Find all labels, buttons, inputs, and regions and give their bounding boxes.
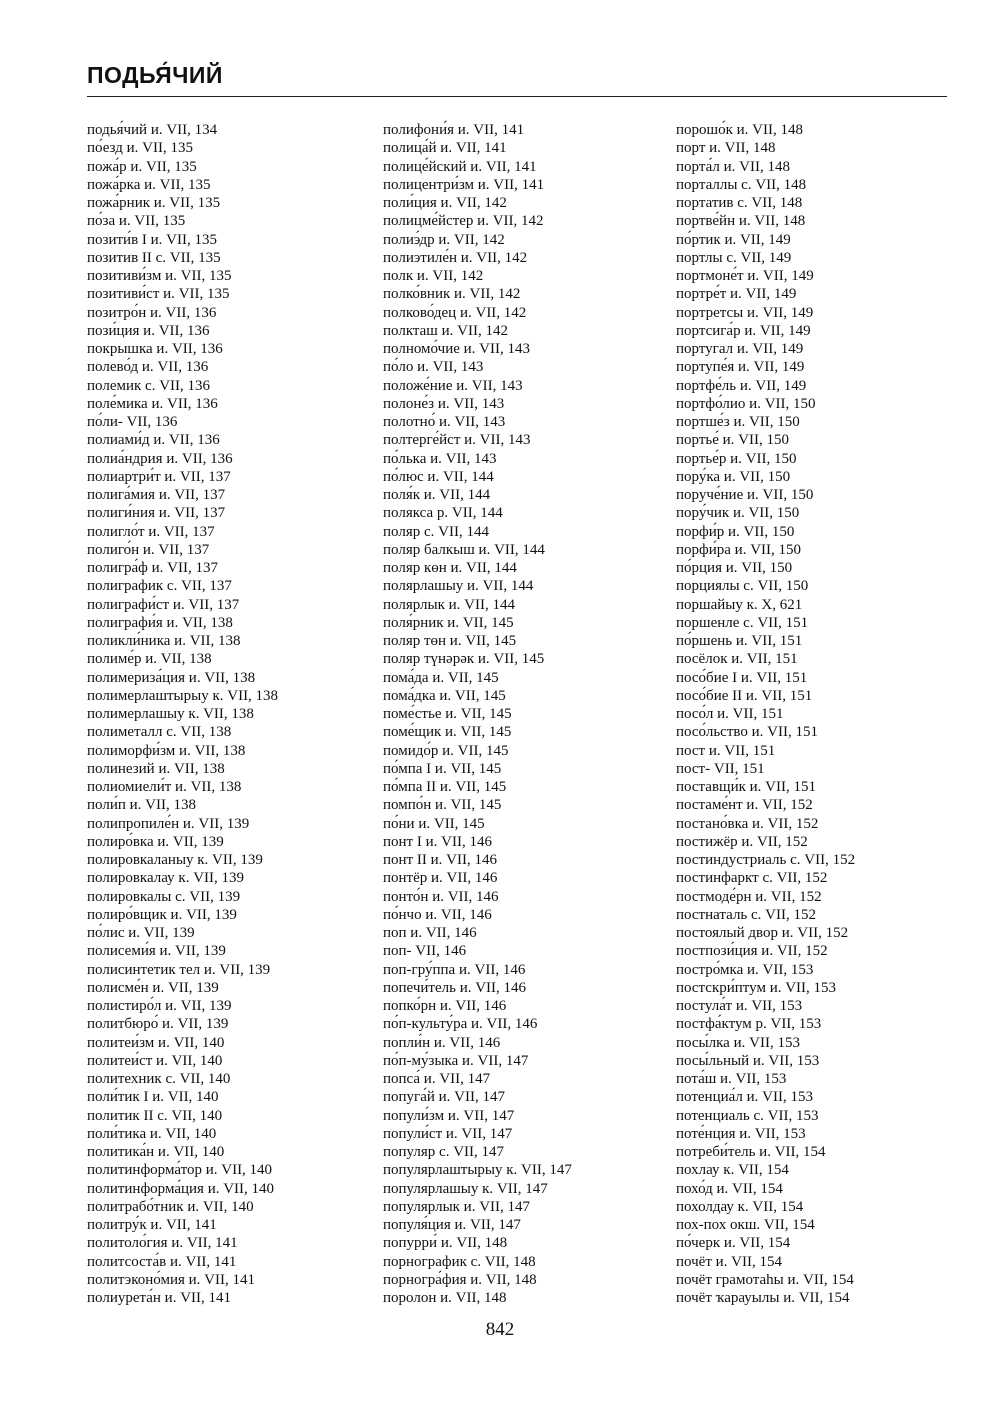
- dictionary-entry: постиндустриаль с. VII, 152: [676, 852, 856, 868]
- dictionary-entry: полиграфик с. VII, 137: [87, 578, 232, 595]
- dictionary-entry: поли́тик I и. VII, 140: [87, 1089, 219, 1106]
- dictionary-entry: посо́бие I и. VII, 151: [676, 669, 808, 686]
- dictionary-entry: портве́йн и. VII, 148: [676, 213, 806, 230]
- dictionary-entry: портфе́ль и. VII, 149: [676, 377, 807, 394]
- dictionary-entry: полица́й и. VII, 141: [383, 140, 507, 157]
- dictionary-entry: почёт грамотаhы и. VII, 154: [676, 1271, 854, 1288]
- dictionary-entry: поршайыу к. X, 621: [676, 596, 803, 613]
- dictionary-entry: полко́вник и. VII, 142: [383, 286, 521, 303]
- dictionary-entry: посо́бие II и. VII, 151: [676, 687, 813, 704]
- dictionary-entry: порт и. VII, 148: [676, 140, 776, 157]
- dictionary-entry: политеи́зм и. VII, 140: [87, 1034, 225, 1051]
- dictionary-entry: пома́дка и. VII, 145: [383, 687, 506, 704]
- dictionary-entry: портупе́я и. VII, 149: [676, 359, 805, 376]
- dictionary-entry: попко́рн и. VII, 146: [383, 998, 507, 1014]
- dictionary-entry: политсоста́в и. VII, 141: [87, 1253, 237, 1270]
- dictionary-entry: помпо́н и. VII, 145: [383, 797, 502, 814]
- dictionary-entry: популярлык и. VII, 147: [383, 1198, 531, 1215]
- dictionary-entry: посо́льство и. VII, 151: [676, 724, 818, 741]
- dictionary-entry: популя́ция и. VII, 147: [383, 1217, 521, 1233]
- dictionary-entry: поле́мика и. VII, 136: [87, 395, 218, 412]
- dictionary-entry: по́п-культу́ра и. VII, 146: [383, 1016, 538, 1033]
- dictionary-entry: постижёр и. VII, 152: [676, 833, 808, 850]
- dictionary-entry: полиме́р и. VII, 138: [87, 651, 212, 668]
- dictionary-entry: полице́йский и. VII, 141: [383, 158, 537, 175]
- dictionary-entry: поте́нция и. VII, 153: [676, 1125, 806, 1142]
- dictionary-entry: постпози́ция и. VII, 152: [676, 943, 828, 960]
- dictionary-entry: попса́ и. VII, 147: [383, 1071, 491, 1087]
- dictionary-entry: полига́мия и. VII, 137: [87, 487, 226, 503]
- header-rule: [87, 96, 947, 97]
- dictionary-entry: поп и. VII, 146: [383, 925, 477, 941]
- dictionary-entry: политеи́ст и. VII, 140: [87, 1052, 223, 1069]
- dictionary-entry: полякса р. VII, 144: [383, 505, 503, 522]
- dictionary-entry: поля́рник и. VII, 145: [383, 614, 514, 631]
- dictionary-entry: полиомиели́т и. VII, 138: [87, 779, 242, 795]
- dictionary-entry: понт II и. VII, 146: [383, 852, 497, 868]
- dictionary-entry: пору́чик и. VII, 150: [676, 505, 800, 522]
- dictionary-entry: похолдау к. VII, 154: [676, 1198, 804, 1215]
- dictionary-entry: полимериза́ция и. VII, 138: [87, 669, 256, 686]
- dictionary-entry: потреби́тель и. VII, 154: [676, 1144, 826, 1160]
- dictionary-entry: поруче́ние и. VII, 150: [676, 487, 814, 503]
- dictionary-entry: полтерге́йст и. VII, 143: [383, 432, 531, 449]
- dictionary-entry: поп- VII, 146: [383, 943, 467, 960]
- dictionary-entry: постскри́птум и. VII, 153: [676, 979, 837, 996]
- column-3: [676, 121, 966, 1307]
- dictionary-entry: похлау к. VII, 154: [676, 1162, 789, 1179]
- dictionary-entry: поляр түнәрәк и. VII, 145: [383, 651, 545, 668]
- dictionary-entry: политинформа́тор и. VII, 140: [87, 1162, 273, 1179]
- dictionary-entry: почёт ҡарауылы и. VII, 154: [676, 1290, 850, 1306]
- dictionary-entry: полировкаланыу к. VII, 139: [87, 852, 263, 868]
- dictionary-entry: поляр балкыш и. VII, 144: [383, 541, 545, 558]
- dictionary-entry: полиэтиле́н и. VII, 142: [383, 249, 528, 266]
- dictionary-entry: полотно́ и. VII, 143: [383, 414, 506, 430]
- dictionary-entry: поролон и. VII, 148: [383, 1290, 507, 1306]
- dictionary-entry: порфи́р и. VII, 150: [676, 523, 795, 540]
- dictionary-entry: постмоде́рн и. VII, 152: [676, 888, 822, 905]
- dictionary-entry: по́мпа II и. VII, 145: [383, 779, 507, 795]
- dictionary-entry: почёт и. VII, 154: [676, 1253, 782, 1270]
- dictionary-entry: подья́чий и. VII, 134: [87, 122, 218, 138]
- dictionary-entry: полистиро́л и. VII, 139: [87, 998, 232, 1014]
- dictionary-entry: полномо́чие и. VII, 143: [383, 341, 530, 357]
- dictionary-entry: постула́т и. VII, 153: [676, 998, 803, 1014]
- dictionary-entry: позити́в I и. VII, 135: [87, 231, 217, 248]
- dictionary-entry: полинезий и. VII, 138: [87, 760, 225, 777]
- dictionary-entry: политбюро́ и. VII, 139: [87, 1016, 229, 1033]
- dictionary-entry: полимерлаштырыу к. VII, 138: [87, 687, 279, 704]
- dictionary-entry: поляр с. VII, 144: [383, 523, 489, 540]
- dictionary-entry: портфо́лио и. VII, 150: [676, 395, 816, 412]
- dictionary-entry: политру́к и. VII, 141: [87, 1217, 217, 1233]
- dictionary-entry: понтёр и. VII, 146: [383, 870, 498, 887]
- dictionary-entry: попурри́ и. VII, 148: [383, 1235, 508, 1252]
- dictionary-entry: порталлы с. VII, 148: [676, 176, 807, 193]
- dictionary-entry: пожа́рник и. VII, 135: [87, 195, 221, 211]
- dictionary-entry: политика́н и. VII, 140: [87, 1144, 225, 1160]
- dictionary-entry: полигло́т и. VII, 137: [87, 523, 215, 540]
- dictionary-entry: пожа́рка и. VII, 135: [87, 176, 211, 193]
- dictionary-entry: постинфаркт с. VII, 152: [676, 870, 828, 887]
- dictionary-entry: пору́ка и. VII, 150: [676, 468, 791, 485]
- dictionary-entry: покрышка и. VII, 136: [87, 341, 223, 357]
- dictionary-entry: полково́дец и. VII, 142: [383, 304, 527, 321]
- dictionary-entry: полиартри́т и. VII, 137: [87, 468, 231, 485]
- dictionary-entry: порфи́ра и. VII, 150: [676, 541, 802, 558]
- column-1: [87, 121, 377, 1307]
- dictionary-entry: по́лис и. VII, 139: [87, 925, 195, 941]
- dictionary-entry: портсига́р и. VII, 149: [676, 322, 811, 339]
- dictionary-entry: потенциа́л и. VII, 153: [676, 1089, 813, 1106]
- dictionary-entry: позитиви́зм и. VII, 135: [87, 268, 232, 284]
- column-2: [383, 121, 673, 1307]
- dictionary-entry: полоне́з и. VII, 143: [383, 395, 505, 412]
- dictionary-entry: попли́н и. VII, 146: [383, 1034, 501, 1051]
- dictionary-entry: порциялы с. VII, 150: [676, 578, 809, 595]
- dictionary-entry: портлы с. VII, 149: [676, 249, 792, 266]
- dictionary-entry: полигра́ф и. VII, 137: [87, 560, 218, 576]
- dictionary-entry: по́п-му́зыка и. VII, 147: [383, 1052, 529, 1069]
- dictionary-entry: посы́лка и. VII, 153: [676, 1034, 800, 1051]
- dictionary-entry: позитро́н и. VII, 136: [87, 304, 217, 321]
- dictionary-entry: портше́з и. VII, 150: [676, 414, 800, 430]
- dictionary-entry: политехник с. VII, 140: [87, 1071, 231, 1087]
- dictionary-entry: полифони́я и. VII, 141: [383, 122, 525, 138]
- dictionary-entry: посы́льный и. VII, 153: [676, 1052, 820, 1069]
- dictionary-entry: полемик с. VII, 136: [87, 377, 211, 394]
- dictionary-entry: по́езд и. VII, 135: [87, 140, 193, 157]
- dictionary-entry: по́нчо и. VII, 146: [383, 906, 492, 923]
- dictionary-entry: помидо́р и. VII, 145: [383, 742, 509, 759]
- dictionary-entry: по́ршень и. VII, 151: [676, 633, 803, 649]
- dictionary-entry: поли́тика и. VII, 140: [87, 1125, 217, 1142]
- dictionary-entry: политинформа́ция и. VII, 140: [87, 1180, 275, 1197]
- dictionary-entry: полисме́н и. VII, 139: [87, 979, 219, 996]
- dictionary-entry: по́ло и. VII, 143: [383, 359, 484, 376]
- dictionary-entry: постро́мка и. VII, 153: [676, 961, 814, 978]
- dictionary-entry: попечи́тель и. VII, 146: [383, 979, 527, 996]
- dictionary-entry: политэконо́мия и. VII, 141: [87, 1271, 255, 1288]
- dictionary-entry: пози́ция и. VII, 136: [87, 322, 210, 339]
- dictionary-entry: поликли́ника и. VII, 138: [87, 633, 241, 649]
- dictionary-entry: пома́да и. VII, 145: [383, 669, 499, 686]
- dictionary-entry: посёлок и. VII, 151: [676, 651, 798, 668]
- dictionary-entry: полярлык и. VII, 144: [383, 596, 515, 613]
- dictionary-entry: пост- VII, 151: [676, 760, 765, 777]
- dictionary-entry: полкташ и. VII, 142: [383, 322, 508, 339]
- dictionary-entry: портатив с. VII, 148: [676, 195, 803, 211]
- dictionary-entry: полисинтетик тел и. VII, 139: [87, 961, 271, 978]
- dictionary-entry: по́лька и. VII, 143: [383, 450, 497, 467]
- dictionary-entry: поляр төн и. VII, 145: [383, 633, 517, 649]
- dictionary-entry: поля́к и. VII, 144: [383, 487, 491, 503]
- dictionary-entry: портье́р и. VII, 150: [676, 450, 797, 467]
- dictionary-entry: полицентри́зм и. VII, 141: [383, 176, 545, 193]
- dictionary-entry: положе́ние и. VII, 143: [383, 377, 523, 394]
- dictionary-entry: полиграфи́я и. VII, 138: [87, 614, 233, 631]
- dictionary-entry: порта́л и. VII, 148: [676, 158, 790, 175]
- dictionary-entry: поме́щик и. VII, 145: [383, 724, 512, 741]
- dictionary-entry: попули́зм и. VII, 147: [383, 1107, 515, 1124]
- dictionary-entry: полиго́н и. VII, 137: [87, 541, 210, 558]
- dictionary-entry: пох-пох окш. VII, 154: [676, 1217, 815, 1233]
- dictionary-entry: по́ли- VII, 136: [87, 414, 178, 430]
- dictionary-entry: понт I и. VII, 146: [383, 833, 492, 850]
- dictionary-entry: полиги́ния и. VII, 137: [87, 505, 226, 522]
- running-header: [87, 62, 947, 89]
- dictionary-entry: по́люс и. VII, 144: [383, 468, 494, 485]
- dictionary-entry: постфа́ктум р. VII, 153: [676, 1016, 822, 1033]
- dictionary-entry: попули́ст и. VII, 147: [383, 1125, 513, 1142]
- dictionary-entry: полиро́вщик и. VII, 139: [87, 906, 237, 923]
- dictionary-entry: полиметалл с. VII, 138: [87, 724, 232, 741]
- dictionary-entry: постоялый двор и. VII, 152: [676, 925, 849, 941]
- dictionary-entry: полиморфи́зм и. VII, 138: [87, 742, 246, 759]
- dictionary-entry: постаме́нт и. VII, 152: [676, 797, 813, 814]
- dictionary-entry: полицме́йстер и. VII, 142: [383, 213, 544, 230]
- dictionary-entry: поставщи́к и. VII, 151: [676, 779, 817, 795]
- dictionary-entry: португал и. VII, 149: [676, 341, 804, 357]
- dictionary-entry: пост и. VII, 151: [676, 742, 776, 759]
- dictionary-entry: полиа́ндрия и. VII, 136: [87, 450, 233, 467]
- dictionary-entry: полиро́вка и. VII, 139: [87, 833, 224, 850]
- dictionary-entry: поп-гру́ппа и. VII, 146: [383, 961, 526, 978]
- dictionary-entry: полк и. VII, 142: [383, 268, 484, 284]
- dictionary-entry: портье́ и. VII, 150: [676, 432, 789, 449]
- header-title: ПОДЬЯ́ЧИЙ: [87, 62, 223, 88]
- dictionary-entry: понто́н и. VII, 146: [383, 888, 499, 905]
- dictionary-entry: полировкалы с. VII, 139: [87, 888, 241, 905]
- dictionary-entry: поли́п и. VII, 138: [87, 797, 196, 814]
- dictionary-entry: портмоне́т и. VII, 149: [676, 268, 814, 284]
- dictionary-entry: полисеми́я и. VII, 139: [87, 943, 226, 960]
- dictionary-entry: порнографик с. VII, 148: [383, 1253, 536, 1270]
- dictionary-entry: по́черк и. VII, 154: [676, 1235, 791, 1252]
- dictionary-entry: поршенле с. VII, 151: [676, 614, 809, 631]
- dictionary-entry: попуга́й и. VII, 147: [383, 1089, 505, 1106]
- dictionary-entry: политик II с. VII, 140: [87, 1107, 223, 1124]
- dictionary-entry: полировкалау к. VII, 139: [87, 870, 245, 887]
- dictionary-entry: полярлашыу и. VII, 144: [383, 578, 534, 595]
- dictionary-entry: популярлашыу к. VII, 147: [383, 1180, 548, 1197]
- dictionary-entry: полипропиле́н и. VII, 139: [87, 815, 250, 832]
- dictionary-entry: порошо́к и. VII, 148: [676, 122, 803, 138]
- dictionary-entry: по́рция и. VII, 150: [676, 560, 793, 576]
- dictionary-entry: постано́вка и. VII, 152: [676, 815, 819, 832]
- dictionary-entry: полиэ́др и. VII, 142: [383, 231, 505, 248]
- dictionary-entry: политоло́гия и. VII, 141: [87, 1235, 238, 1252]
- dictionary-entry: портретсы и. VII, 149: [676, 304, 814, 321]
- dictionary-entry: полиурета́н и. VII, 141: [87, 1290, 232, 1306]
- page-number: 842: [485, 1319, 515, 1340]
- dictionary-entry: по́за и. VII, 135: [87, 213, 186, 230]
- dictionary-entry: полиграфи́ст и. VII, 137: [87, 596, 240, 613]
- dictionary-entry: портре́т и. VII, 149: [676, 286, 797, 303]
- dictionary-entry: популяр с. VII, 147: [383, 1144, 505, 1160]
- dictionary-entry: пота́ш и. VII, 153: [676, 1071, 787, 1087]
- dictionary-entry: порногра́фия и. VII, 148: [383, 1271, 537, 1288]
- dictionary-entry: полиами́д и. VII, 136: [87, 432, 220, 449]
- dictionary-entry: похо́д и. VII, 154: [676, 1180, 783, 1197]
- dictionary-entry: полево́д и. VII, 136: [87, 359, 209, 376]
- dictionary-entry: поли́ция и. VII, 142: [383, 195, 507, 211]
- dictionary-entry: поме́стье и. VII, 145: [383, 706, 512, 722]
- dictionary-entry: по́мпа I и. VII, 145: [383, 760, 502, 777]
- dictionary-entry: по́ни и. VII, 145: [383, 815, 485, 832]
- dictionary-entry: постнаталь с. VII, 152: [676, 906, 816, 923]
- dictionary-entry: по́ртик и. VII, 149: [676, 231, 791, 248]
- dictionary-entry: позитив II с. VII, 135: [87, 249, 221, 266]
- dictionary-entry: популярлаштырыу к. VII, 147: [383, 1162, 572, 1179]
- dictionary-entry: политрабо́тник и. VII, 140: [87, 1198, 254, 1215]
- dictionary-entry: посо́л и. VII, 151: [676, 706, 784, 722]
- dictionary-entry: поляр көн и. VII, 144: [383, 560, 517, 576]
- dictionary-entry: потенциаль с. VII, 153: [676, 1107, 819, 1124]
- dictionary-entry: пожа́р и. VII, 135: [87, 158, 197, 175]
- dictionary-entry: позитиви́ст и. VII, 135: [87, 286, 230, 303]
- dictionary-entry: полимерлашыу к. VII, 138: [87, 706, 254, 722]
